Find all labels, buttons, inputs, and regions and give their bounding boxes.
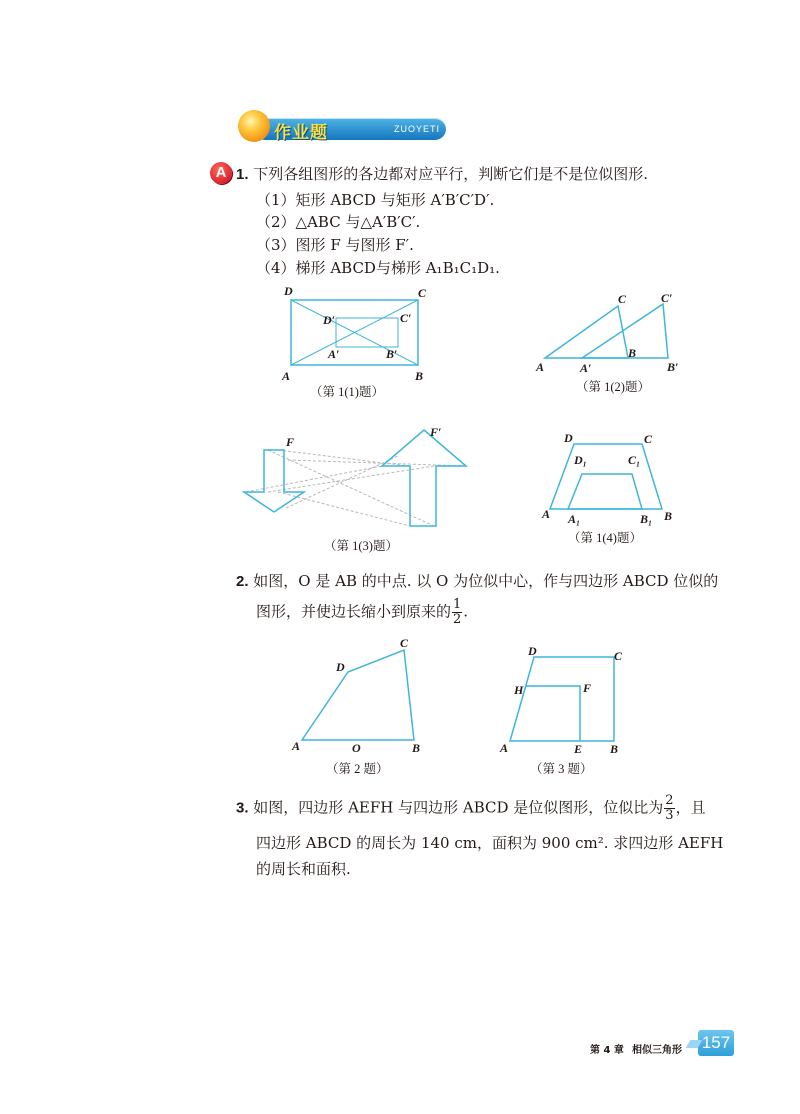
label-f-prime: F′ [430, 425, 442, 439]
figure-3 [494, 642, 634, 784]
question-3-line-1 [236, 794, 706, 823]
label-c-prime: C′ [400, 311, 412, 325]
label-a: A [282, 369, 291, 383]
label-d: D [528, 644, 537, 658]
section-subtitle: ZUOYETI [394, 124, 441, 134]
item-tag: （4） [256, 259, 296, 277]
question-1-text: 下列各组图形的各边都对应平行，判断它们是不是位似图形. [253, 165, 649, 183]
quadrilateral-abcd [510, 657, 614, 741]
label-c: C [618, 292, 627, 306]
label-b: B [610, 742, 619, 756]
projection-lines [246, 450, 466, 526]
label-b: B [628, 346, 637, 360]
label-b1: B₁ [640, 512, 653, 526]
arrow-f-prime [382, 430, 466, 526]
fraction-numerator: 1 [453, 597, 462, 612]
item-tag: （2） [256, 213, 296, 231]
label-c-prime: C′ [661, 291, 673, 305]
item-text: △ABC 与△A′B′C′. [295, 213, 421, 231]
label-h: H [514, 683, 524, 697]
label-a-prime: A′ [580, 361, 592, 375]
question-3-text: 如图，四边形 AEFH 与四边形 ABCD 是位似图形，位似比为 [253, 798, 664, 817]
caption-1-4: （第 1(4)题） [568, 531, 642, 545]
label-f: F [583, 681, 592, 695]
item-tag: （3） [256, 236, 296, 254]
item-text: 矩形 ABCD 与矩形 A′B′C′D′. [295, 191, 495, 209]
figure-2 [290, 634, 430, 784]
triangle-a1b1c1 [582, 304, 668, 358]
label-a: A [292, 739, 301, 753]
label-d: D [564, 431, 573, 445]
figure-1-4 [536, 428, 696, 550]
question-3-line-2 [256, 832, 723, 853]
level-a-label: A [215, 164, 227, 181]
fraction-numerator: 2 [665, 793, 674, 808]
question-1-item-4 [256, 257, 500, 278]
page-number: 157 [701, 1033, 731, 1052]
label-b: B [412, 741, 421, 755]
section-header [236, 106, 448, 146]
label-a: A [500, 741, 509, 755]
trapezoid-abcd [550, 444, 662, 509]
item-text: 梯形 ABCD与梯形 A₁B₁C₁D₁. [295, 259, 500, 277]
rect-a1b1c1d1 [336, 318, 398, 347]
caption-1-1: （第 1(1)题） [310, 385, 384, 399]
question-2-number: 2. [236, 573, 249, 590]
question-1-item-2 [256, 211, 420, 232]
quadrilateral-abcd [302, 650, 414, 740]
label-a: A [536, 360, 545, 374]
label-e: E [574, 742, 583, 756]
fraction-denominator: 2 [453, 612, 462, 627]
caption-1-2: （第 1(2)题） [576, 380, 650, 394]
label-a-prime: A′ [328, 347, 340, 361]
label-c: C [400, 636, 409, 650]
question-3-text-end: ，且 [675, 798, 706, 817]
question-3-line-3 [256, 858, 351, 879]
page-footer [590, 1030, 740, 1060]
question-3-number: 3. [236, 799, 249, 817]
question-2-text: 如图，O 是 AB 的中点. 以 O 为位似中心，作与四边形 ABCD 位似的 [253, 572, 719, 590]
triangle-abc [545, 306, 628, 358]
item-tag: （1） [256, 191, 296, 209]
label-c: C [614, 649, 623, 663]
label-c1: C₁ [628, 453, 641, 467]
label-o: O [352, 741, 361, 755]
question-1-item-3 [256, 234, 414, 255]
question-1 [236, 163, 648, 184]
question-2-line-2 [256, 598, 468, 627]
figure-1-2 [530, 290, 690, 400]
label-b-prime: B′ [667, 360, 679, 374]
question-2-text-end: . [463, 602, 469, 621]
question-1-item-1 [256, 189, 494, 210]
label-c: C [644, 432, 653, 446]
question-2-line-1 [236, 570, 718, 591]
question-1-number: 1. [236, 166, 249, 183]
trapezoid-a1b1c1d1 [568, 474, 642, 509]
fraction-one-half [452, 598, 462, 627]
level-a-badge [210, 162, 232, 184]
item-text: 图形 F 与图形 F′. [295, 236, 414, 254]
label-d: D [284, 284, 293, 298]
label-d1: D₁ [574, 453, 587, 467]
label-b: B [415, 369, 424, 383]
sun-orb-icon [238, 110, 270, 142]
fraction-denominator: 3 [665, 808, 674, 823]
figure-1-3 [238, 420, 478, 560]
label-d-prime: D′ [323, 313, 336, 327]
figure-1-1 [280, 284, 440, 404]
label-b: B [664, 509, 673, 523]
label-a: A [542, 507, 551, 521]
fraction-two-thirds [664, 794, 674, 823]
chapter-label: 第 4 章 [590, 1045, 624, 1056]
question-3-text-3: 的周长和面积. [256, 860, 351, 878]
label-f: F [286, 435, 295, 449]
label-a1: A₁ [568, 512, 581, 526]
quadrilateral-aefh [526, 686, 580, 741]
caption-3: （第 3 题） [530, 762, 593, 776]
question-2-text-2: 图形，并使边长缩小到原来的 [256, 602, 452, 621]
arrow-f [244, 450, 304, 512]
label-d: D [336, 660, 345, 674]
section-title: 作业题 [274, 123, 328, 143]
question-3-text-2: 四边形 ABCD 的周长为 140 cm，面积为 900 cm². 求四边形 AEFH [256, 834, 724, 852]
caption-1-3: （第 1(3)题） [324, 539, 398, 553]
chapter-title: 相似三角形 [632, 1045, 682, 1056]
label-b-prime: B′ [386, 347, 398, 361]
caption-2: （第 2 题） [326, 762, 389, 776]
label-c: C [418, 286, 427, 300]
